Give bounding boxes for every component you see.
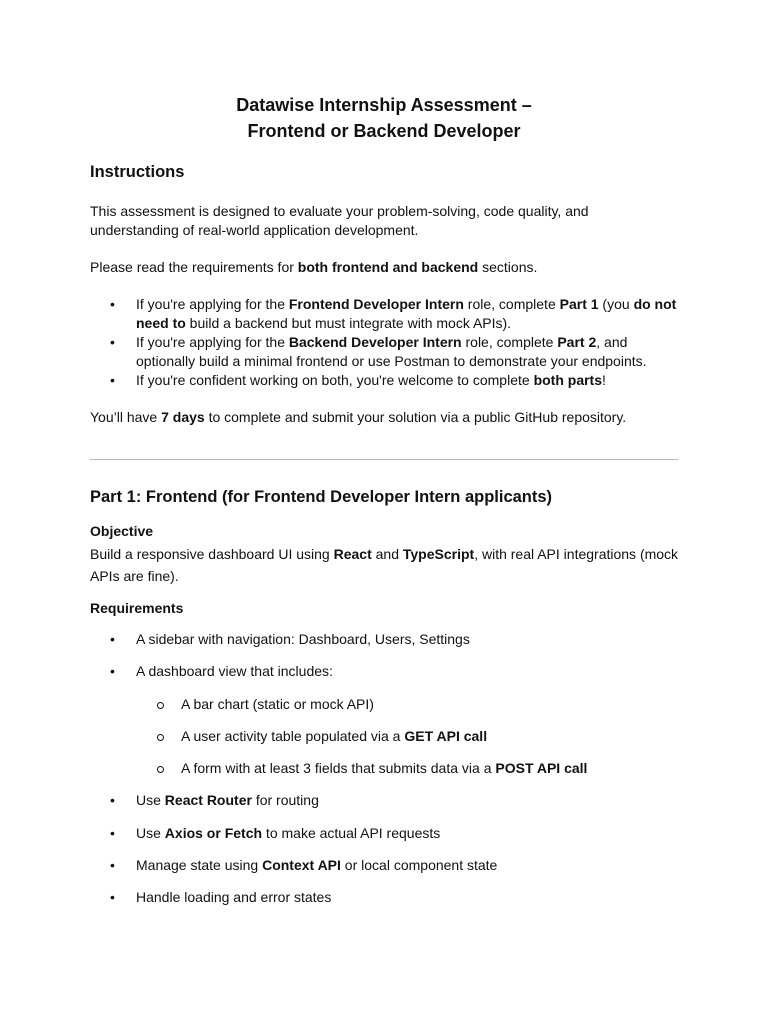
- list-item: [110, 888, 680, 907]
- text-run: If you're applying for the: [136, 334, 289, 350]
- sub-list-item: [157, 759, 677, 778]
- text-run: or local component state: [340, 857, 498, 873]
- bullet-glyph: •: [110, 889, 115, 905]
- bold-text-run: POST API call: [495, 760, 588, 776]
- list-item: [110, 295, 680, 333]
- list-item: [110, 856, 680, 875]
- list-item: [110, 371, 680, 390]
- text-run: to complete and submit your solution via a public GitHub repository.: [204, 409, 627, 425]
- bold-text-run: both parts: [533, 372, 603, 388]
- bold-text-run: TypeScript: [402, 546, 475, 562]
- bullet-glyph: •: [110, 372, 115, 388]
- bold-text-run: React: [333, 546, 372, 562]
- text-run: (you: [598, 296, 634, 312]
- text-run: A bar chart (static or mock API): [181, 696, 374, 712]
- bold-text-run: GET API call: [404, 728, 488, 744]
- text-run: Handle loading and error states: [136, 889, 332, 905]
- objective-label: Objective: [90, 523, 154, 539]
- text-run: If you're confident working on both, you're welcome to complete: [136, 372, 534, 388]
- title-line-1: Datawise Internship Assessment –: [236, 95, 532, 115]
- bold-text-run: Axios or Fetch: [164, 825, 263, 841]
- text-run: to make actual API requests: [262, 825, 441, 841]
- text-run: Build a responsive dashboard UI using: [90, 546, 334, 562]
- text-run: Use: [136, 792, 165, 808]
- bold-text-run: Context API: [262, 857, 341, 873]
- section-divider: [90, 459, 678, 460]
- text-run: role, complete: [461, 334, 558, 350]
- bullet-glyph: •: [110, 296, 115, 312]
- bullet-glyph: •: [110, 334, 115, 350]
- text-run: Please read the requirements for: [90, 259, 298, 275]
- sub-list-item: [157, 695, 677, 714]
- bullet-text: [136, 662, 680, 681]
- instructions-intro: [90, 202, 680, 240]
- hollow-bullet-icon: [157, 766, 164, 773]
- bullet-text: [136, 856, 680, 875]
- text-run: build a backend but must integrate with mock APIs).: [185, 315, 512, 331]
- text-run: , and optionally build a minimal frontend or use Postman to demonstrate your endpoints.: [136, 334, 647, 369]
- bold-text-run: Backend Developer Intern: [288, 334, 462, 350]
- text-run: A sidebar with navigation: Dashboard, Users, Settings: [136, 631, 470, 647]
- list-item: [110, 630, 680, 649]
- bold-text-run: both frontend and backend: [297, 259, 479, 275]
- bold-text-run: Part 2: [557, 334, 597, 350]
- bullet-glyph: •: [110, 792, 115, 808]
- text-run: You’ll have: [90, 409, 162, 425]
- text-run: Use: [136, 825, 165, 841]
- list-item: [110, 333, 680, 371]
- text-run: A dashboard view that includes:: [136, 663, 333, 679]
- text-run: !: [602, 372, 606, 388]
- bullet-text: [136, 295, 680, 333]
- bold-text-run: React Router: [164, 792, 252, 808]
- list-item: [110, 662, 680, 681]
- sub-bullet-text: [181, 727, 677, 746]
- text-run: A user activity table populated via a: [181, 728, 405, 744]
- bullet-glyph: •: [110, 857, 115, 873]
- title-line-2: Frontend or Backend Developer: [247, 121, 521, 141]
- bold-text-run: do not need to: [136, 296, 677, 331]
- objective-text: [90, 543, 680, 587]
- bullet-text: [136, 791, 680, 810]
- bullet-glyph: •: [110, 663, 115, 679]
- list-item: [110, 824, 680, 843]
- text-run: sections.: [478, 259, 538, 275]
- part1-heading: Part 1: Frontend (for Frontend Developer Intern applicants): [90, 488, 553, 506]
- bullet-glyph: •: [110, 631, 115, 647]
- text-run: role, complete: [463, 296, 560, 312]
- bold-text-run: 7 days: [161, 409, 205, 425]
- bullet-text: [136, 333, 680, 371]
- instructions-read-note: [90, 258, 680, 277]
- bullet-text: [136, 824, 680, 843]
- requirements-label: Requirements: [90, 600, 184, 616]
- text-run: , with real API integrations (mock APIs are fine).: [90, 546, 679, 584]
- deadline-note: [90, 408, 680, 427]
- bullet-text: [136, 371, 680, 390]
- text-run: Manage state using: [136, 857, 263, 873]
- text-run: and: [371, 546, 403, 562]
- list-item: [110, 791, 680, 810]
- text-run: for routing: [251, 792, 319, 808]
- bullet-text: [136, 888, 680, 907]
- sub-list-item: [157, 727, 677, 746]
- bold-text-run: Part 1: [559, 296, 599, 312]
- bullet-glyph: •: [110, 825, 115, 841]
- text-run: A form with at least 3 fields that submits data via a: [181, 760, 496, 776]
- sub-bullet-text: [181, 759, 677, 778]
- sub-bullet-text: [181, 695, 677, 714]
- bold-text-run: Frontend Developer Intern: [288, 296, 464, 312]
- text-run: This assessment is designed to evaluate your problem-solving, code quality, and understanding of real-world application development.: [90, 203, 589, 238]
- hollow-bullet-icon: [157, 734, 164, 741]
- hollow-bullet-icon: [157, 702, 164, 709]
- bullet-text: [136, 630, 680, 649]
- instructions-heading: Instructions: [90, 163, 185, 181]
- document-title: [0, 92, 768, 144]
- text-run: If you're applying for the: [136, 296, 289, 312]
